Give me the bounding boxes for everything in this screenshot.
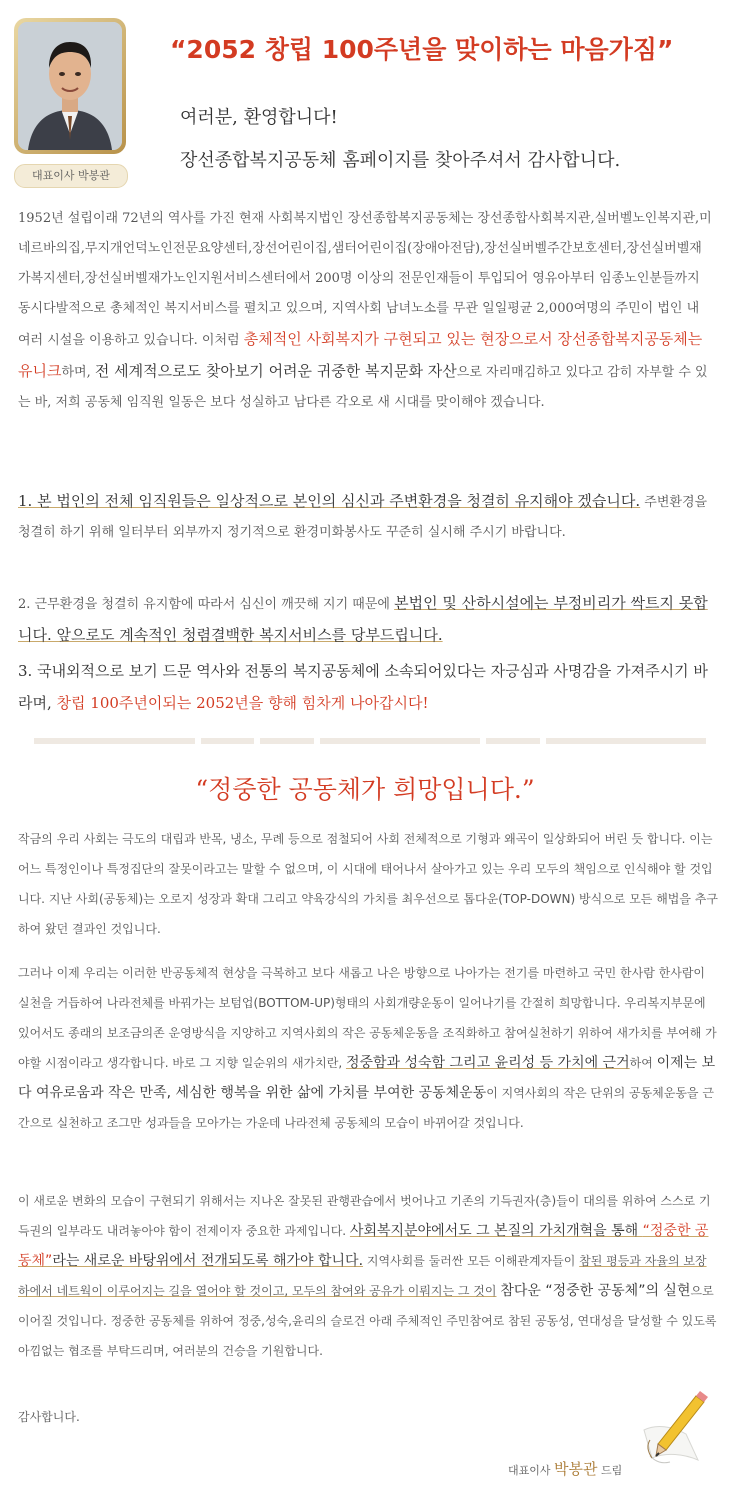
ceo-photo-frame xyxy=(14,18,126,154)
essay-p3-emphasis-1: 사회복지분야에서도 그 본질의 가치개혁을 통해 xyxy=(349,1223,643,1239)
divider-segment xyxy=(201,738,255,744)
welcome-line-2: 장선종합복지공동체 홈페이지를 찾아주셔서 감사합니다. xyxy=(180,150,621,171)
welcome-line-1: 여러분, 환영합니다! xyxy=(180,107,338,128)
item-1 xyxy=(18,486,714,548)
essay-p3-text-d: 으로 이어질 것입니다. 정중한 공동체를 위하여 정중,성숙,윤리의 슬로건 아래 주체적인 주민참여로 참된 공동성, 연대성을 달성할 수 있도록 아낌없는 협조를 부탁드리며, 여러분의 건승을 기원합니다. xyxy=(18,1284,717,1358)
essay-paragraph-2 xyxy=(18,958,718,1138)
essay-p3-emphasis-2: 라는 새로운 바탕위에서 전개되도록 해가야 합니다. xyxy=(52,1253,364,1269)
divider-segment xyxy=(260,738,314,744)
signature-suffix: 드림 xyxy=(601,1464,623,1477)
essay-p2-text-a: 그러나 이제 우리는 이러한 반공동체적 현상을 극복하고 보다 새롭고 나은 방향으로 나아가는 전기를 마련하고 국민 한사람 한사람이 실천을 거듭하여 나라전체를 바꿔가는 보텀업(BOTTOM-UP)형태의 사회개량운동이 일어나기를 간절히 희망합니다. 우리복지부문에 있어서도 종래의 보조금의존 운영방식을 지양하고 지역사회의 작은 공동체운동을 조직화하고 참여실천하기 위하여 새가치를 부여해 가야할 시점이라고 생각합니다. 바로 그 지향 일순위의 새가치란, xyxy=(18,966,717,1070)
intro-emphasis: 전 세계적으로도 찾아보기 어려운 귀중한 복지문화 자산 xyxy=(94,362,457,380)
signature-name: 박봉관 xyxy=(554,1460,598,1478)
intro-paragraph xyxy=(18,204,714,418)
essay-p3-emphasis-3: 참다운 “정중한 공동체”의 실현 xyxy=(500,1283,691,1299)
ceo-caption: 대표이사 박봉관 xyxy=(14,164,128,188)
pen-paper-icon xyxy=(626,1390,716,1468)
intro-text-3: 으로 자리매김하고 있다고 감히 자부할 수 있는 바, 저희 공동체 임직원 일동은 보다 성실하고 남다른 각오로 새 시대를 맞이해야 겠습니다. xyxy=(18,365,708,410)
item-2 xyxy=(18,588,714,652)
headline-community: “정중한 공동체가 희망입니다.” xyxy=(195,775,535,804)
closing-thanks: 감사합니다. xyxy=(18,1410,80,1424)
intro-highlight: 총체적인 사회복지가 구현되고 있는 현장으로서 장선종합복지공동체는 유니크 xyxy=(18,330,703,380)
essay-paragraph-1: 작금의 우리 사회는 극도의 대립과 반목, 냉소, 무례 등으로 점철되어 사회 전체적으로 기형과 왜곡이 일상화되어 버린 듯 합니다. 이는 어느 특정인이나 특정집단의 잘못이라고는 말할 수 없으며, 이 시대에 태어나서 살아가고 있는 우리 모두의 책임으로 인식해야 할 것입니다. 지난 사회(공동체)는 오로지 성장과 확대 그리고 약육강식의 가치를 최우선으로 톱다운(TOP-DOWN) 방식으로 모든 해법을 추구하여 왔던 결과인 것입니다. xyxy=(18,832,718,936)
essay-p3-text-a: 이 새로운 변화의 모습이 구현되기 위해서는 지나온 잘못된 관행관습에서 벗어나고 기존의 기득권자(층)들이 대의를 위하여 스스로 기득권의 일부라도 내려놓아야 함이 전제이자 중요한 과제입니다. xyxy=(18,1194,711,1238)
item-2-lead: 본법인 및 산하시설에는 부정비리가 싹트지 못합니다. 앞으로도 계속적인 청렴결백한 복지서비스를 당부드립니다. xyxy=(18,594,708,644)
ceo-portrait-image xyxy=(18,22,122,150)
item-1-lead: 1. 본 법인의 전체 임직원들은 일상적으로 본인의 심신과 주변환경을 청결히 유지해야 겠습니다. xyxy=(18,492,641,510)
intro-text-1: 1952년 설립이래 72년의 역사를 가진 현재 사회복지법인 장선종합복지공동체는 장선종합사회복지관,실버벨노인복지관,미네르바의집,무지개언덕노인전문요양센터,장선어린이집,샘터어린이집(장애아전담),장선실버벨주간보호센터,장선실버벨재가복지센터,장선실버벨재가노인지원서비스센터에서 200명 이상의 전문인재들이 투입되어 영유아부터 임종노인분들까지 동시다발적으로 총체적인 복지서비스를 펼치고 있으며, 지역사회 남녀노소를 무관 일일평균 2,000여명의 주민이 법인 내 여러 시설을 이용하고 있습니다. 이처럼 xyxy=(18,211,712,348)
item-1-body: 주변환경을 청결히 하기 위해 일터부터 외부까지 정기적으로 환경미화봉사도 꾸준히 실시해 주시기 바랍니다. xyxy=(18,495,708,540)
intro-text-2: 하며, xyxy=(61,365,95,380)
signature-title: 대표이사 xyxy=(508,1464,551,1477)
essay-p2-text-c: 이 지역사회의 작은 단위의 공동체운동을 근간으로 실천하고 조그만 성과들을 모아가는 가운데 나라전체 공동체의 모습이 바뀌어갈 것입니다. xyxy=(18,1086,714,1130)
item-3-highlight: 창립 100주년이되는 2052년을 향해 힘차게 나아갑시다! xyxy=(56,694,429,712)
divider-segment xyxy=(34,738,195,744)
item-2-pre: 2. 근무환경을 청결히 유지함에 따라서 심신이 깨끗해 지기 때문에 xyxy=(18,597,395,612)
essay-p3-text-b: 지역사회를 둘러싼 모든 이해관계자들이 xyxy=(363,1254,580,1268)
essay-paragraph-3 xyxy=(18,1186,718,1366)
section-divider xyxy=(34,738,706,744)
divider-segment xyxy=(486,738,540,744)
divider-segment xyxy=(320,738,481,744)
essay-p2-emphasis-2: 이제는 보다 여유로움과 작은 만족, 세심한 행복을 위한 삶에 가치를 부여한 공동체운동 xyxy=(18,1055,716,1101)
signature xyxy=(508,1458,622,1479)
item-3-lead: 3. 국내외적으로 보기 드문 역사와 전통의 복지공동체에 소속되어있다는 자긍심과 사명감을 가져주시기 바라며, xyxy=(18,662,708,712)
divider-segment xyxy=(546,738,707,744)
essay-p3-highlight: “정중한 공동체” xyxy=(18,1223,709,1269)
item-3 xyxy=(18,656,714,720)
essay-p3-underline: 참된 평등과 자율의 보장하에서 네트웍이 이루어지는 길을 열어야 할 것이고, 모두의 참여와 공유가 이뤄지는 그 것이 xyxy=(18,1254,707,1298)
headline-anniversary: “2052 창립 100주년을 맞이하는 마음가짐” xyxy=(170,35,674,64)
essay-p2-emphasis-1: 정중함과 성숙함 그리고 윤리성 등 가치에 근거 xyxy=(345,1055,630,1071)
essay-p2-text-b: 하여 xyxy=(629,1056,657,1070)
ceo-photo xyxy=(18,22,122,150)
